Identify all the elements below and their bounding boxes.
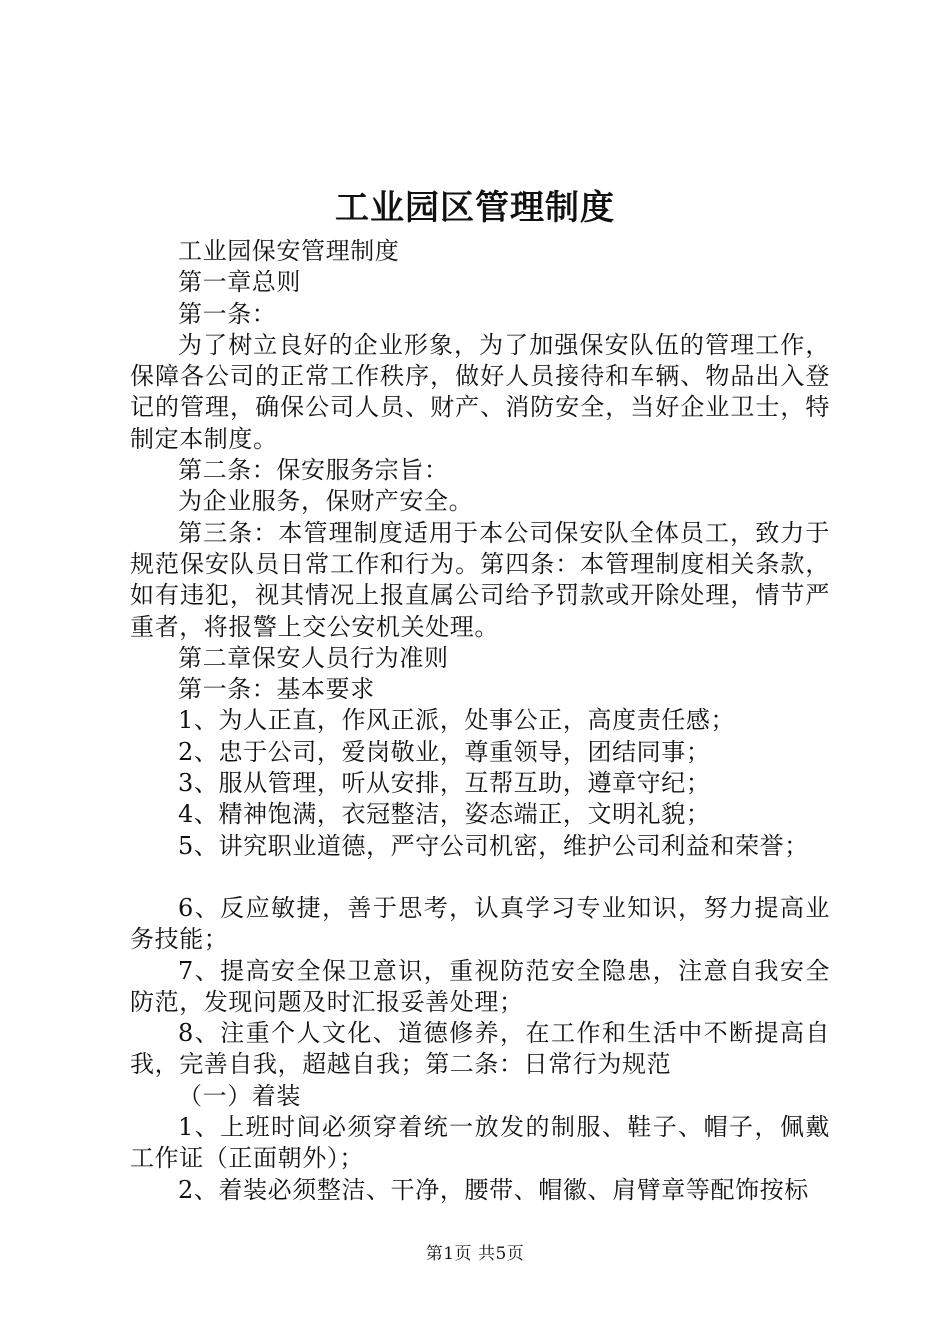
list-item: 1、为人正直，作风正派，处事公正，高度责任感； [178,706,736,735]
paragraph: 为企业服务，保财产安全。 [178,487,474,516]
paragraph: 第一条： [178,299,277,328]
document-body [130,236,830,1206]
paragraph: 第一章总则 [178,268,301,297]
list-item: 5、讲究职业道德，严守公司机密，维护公司利益和荣誉； [178,831,809,860]
list-item: 1、上班时间必须穿着统一放发的制服、鞋子、帽子，佩戴工作证（正面朝外）； [130,1113,830,1173]
paragraph: 工业园保安管理制度 [178,237,400,265]
paragraph: （一）着装 [178,1081,301,1110]
blank-line [130,862,830,893]
paragraph: 第二条：保安服务宗旨： [178,456,449,485]
paragraph: 第三条：本管理制度适用于本公司保安队全体员工，致力于规范保安队员日常工作和行为。第四条：本管理制度相关条款，如有违犯，视其情况上报直属公司给予罚款或开除处理，情节严重者，将报警上交公安机关处理。 [130,518,830,641]
list-item: 4、精神饱满，衣冠整洁，姿态端正，文明礼貌； [178,800,711,829]
list-item: 3、服从管理，听从安排，互帮互助，遵章守纪； [178,769,711,798]
paragraph: 为了树立良好的企业形象，为了加强保安队伍的管理工作，保障各公司的正常工作秩序，做好人员接待和车辆、物品出入登记的管理，确保公司人员、财产、消防安全，当好企业卫士，特制定本制度。 [130,330,830,453]
page-footer: 第1页 共5页 [425,1244,525,1264]
document-title: 工业园区管理制度 [335,188,615,228]
list-item: 8、注重个人文化、道德修养，在工作和生活中不断提高自我，完善自我，超越自我；第二条：日常行为规范 [130,1019,830,1079]
paragraph: 第二章保安人员行为准则 [178,643,449,672]
list-item: 2、忠于公司，爱岗敬业，尊重领导，团结同事； [178,737,711,766]
list-item: 6、反应敏捷，善于思考，认真学习专业知识，努力提高业务技能； [130,893,830,954]
list-item: 7、提高安全保卫意识，重视防范安全隐患，注意自我安全防范，发现问题及时汇报妥善处理； [130,956,830,1016]
list-item: 2、着装必须整洁、干净，腰带、帽徽、肩臂章等配饰按标 [178,1175,809,1204]
paragraph: 第一条：基本要求 [178,675,375,704]
